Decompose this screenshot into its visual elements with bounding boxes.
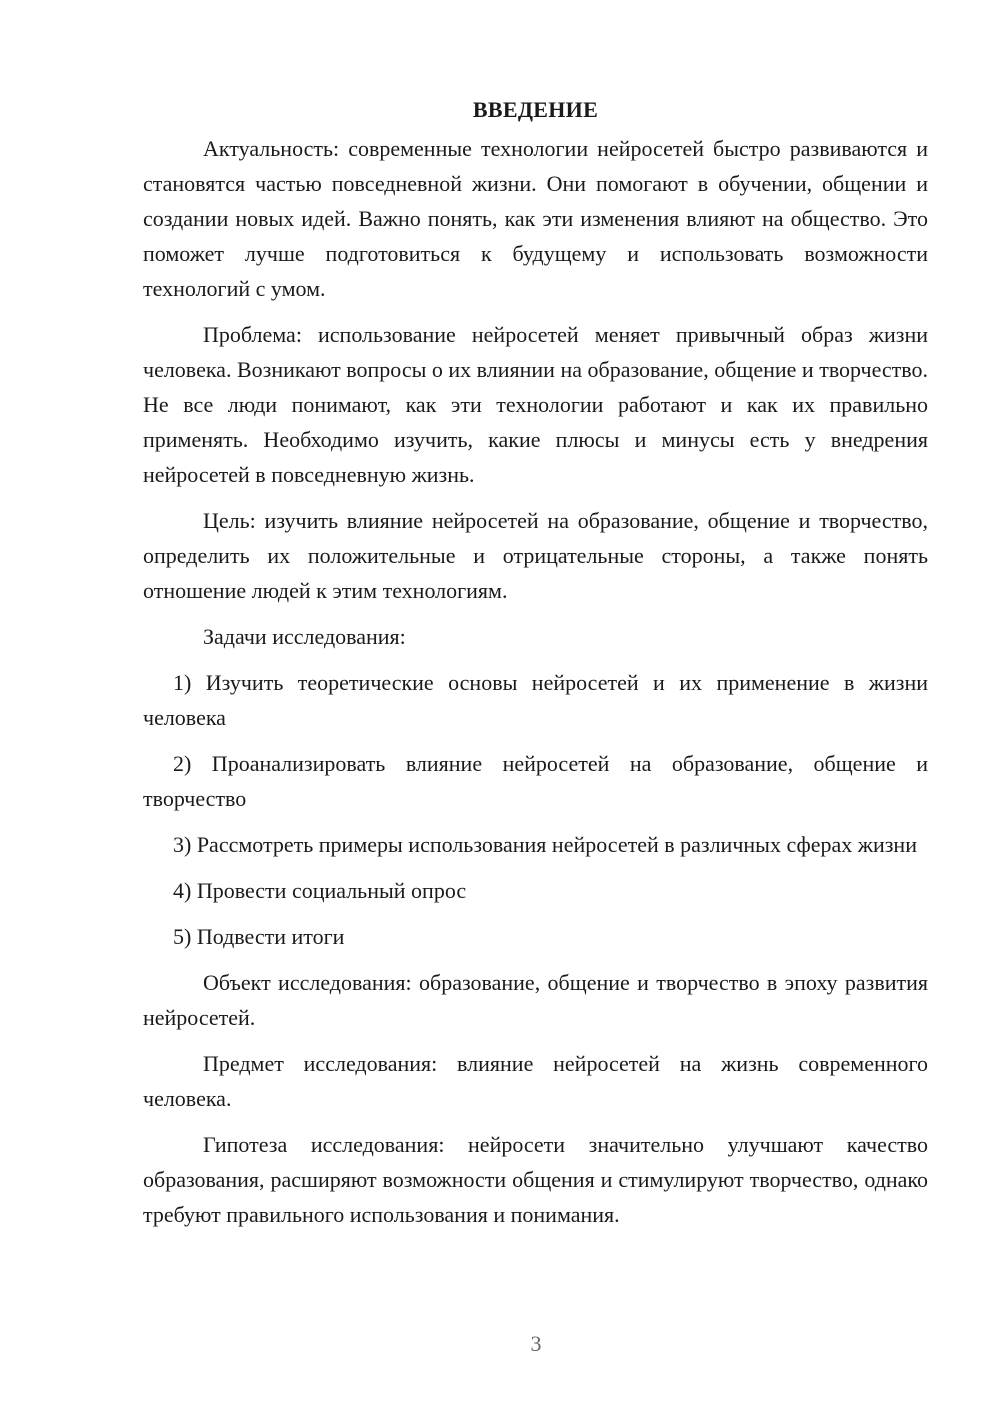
task-item: 3) Рассмотреть примеры использования нейросетей в различных сферах жизни <box>173 832 917 857</box>
task-item: 4) Провести социальный опрос <box>173 878 467 903</box>
paragraph-relevance: Актуальность: современные технологии нейросетей быстро развиваются и становятся частью повседневной жизни. Они помогают в обучении, общении и создании новых идей. Важно понять, как эти изменения влияют на общество. Это поможет лучше подготовиться к будущему и использовать возможности технологий с умом. <box>143 136 928 301</box>
page-number: 3 <box>530 1331 542 1356</box>
task-item: 1) Изучить теоретические основы нейросетей и их применение в жизни человека <box>143 670 928 730</box>
paragraph-hypothesis: Гипотеза исследования: нейросети значительно улучшают качество образования, расширяют возможности общения и стимулируют творчество, однако требуют правильного использования и понимания. <box>143 1132 928 1227</box>
task-item: 2) Проанализировать влияние нейросетей на образование, общение и творчество <box>143 751 928 811</box>
paragraph-goal: Цель: изучить влияние нейросетей на образование, общение и творчество, определить их положительные и отрицательные стороны, а также понять отношение людей к этим технологиям. <box>143 508 928 603</box>
task-item: 5) Подвести итоги <box>173 924 345 949</box>
paragraph-object: Объект исследования: образование, общение и творчество в эпоху развития нейросетей. <box>143 970 928 1030</box>
page-title: ВВЕДЕНИЕ <box>472 97 599 122</box>
paragraph-problem: Проблема: использование нейросетей меняет привычный образ жизни человека. Возникают вопросы о их влиянии на образование, общение и творчество. Не все люди понимают, как эти технологии работают и как их правильно применять. Необходимо изучить, какие плюсы и минусы есть у внедрения нейросетей в повседневную жизнь. <box>143 322 928 487</box>
paragraph-subject: Предмет исследования: влияние нейросетей на жизнь современного человека. <box>143 1051 928 1111</box>
document-page <box>143 92 928 1243</box>
paragraph-tasks-heading: Задачи исследования: <box>203 624 406 649</box>
